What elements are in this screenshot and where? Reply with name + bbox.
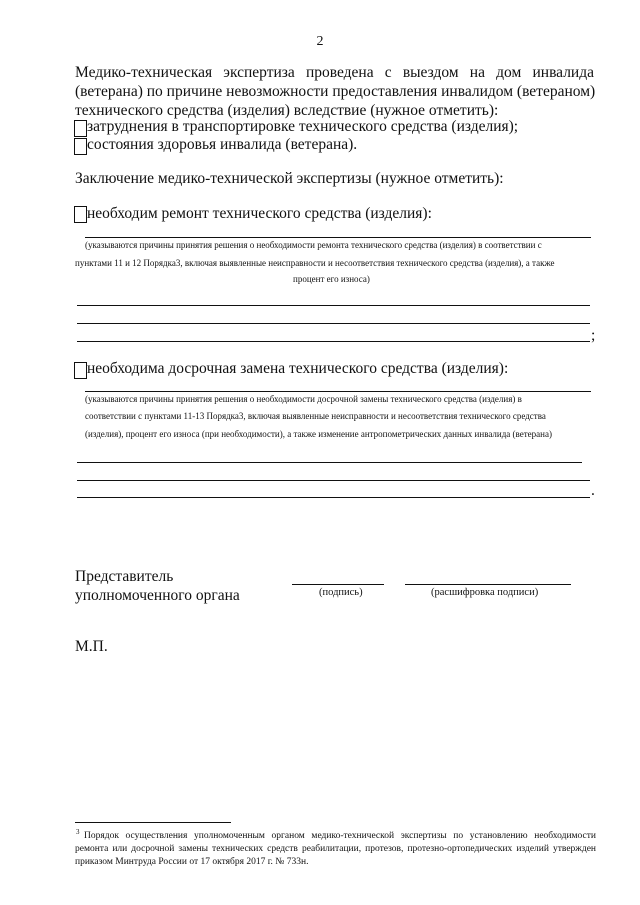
health-condition-checkbox[interactable] xyxy=(74,138,87,155)
footnote-marker: 3 xyxy=(76,828,80,836)
repair-text-line-2[interactable] xyxy=(77,323,590,324)
transport-difficulty-checkbox[interactable] xyxy=(74,120,87,137)
page-number: 2 xyxy=(316,34,324,49)
replacement-text-line-3[interactable] xyxy=(77,497,590,498)
early-replacement-label: необходима досрочная замена технического средства (изделия): xyxy=(87,360,509,377)
footnote-separator xyxy=(75,822,231,823)
footnote-line-2: ремонта или досрочной замены технических средств реабилитации, протезов, протезно-ортопедических изделий утвержден xyxy=(75,844,596,854)
conclusion-heading: Заключение медико-технической экспертизы (нужное отметить): xyxy=(75,170,504,187)
replacement-note-line-2: соответствии с пунктами 11-13 Порядка3, включая выявленные неисправности и несоответствия технического средства xyxy=(85,411,546,421)
replacement-text-line-1[interactable] xyxy=(77,462,582,463)
replacement-end-mark: . xyxy=(591,482,595,499)
replacement-note-line-3: (изделия), процент его износа (при необходимости), а также изменение антропометрических данных инвалида (ветерана) xyxy=(85,429,552,439)
signature-decode-line[interactable] xyxy=(405,584,571,585)
intro-line-1: Медико-техническая экспертиза проведена с выездом на дом инвалида xyxy=(75,64,594,81)
repair-text-line-3[interactable] xyxy=(77,341,590,342)
stamp-place-label: М.П. xyxy=(75,638,108,655)
footnote-line-1: Порядок осуществления уполномоченным органом медико-технической экспертизы по установлению необходимости xyxy=(84,831,596,841)
footnote-line-3: приказом Минтруда России от 17 октября 2017 г. № 733н. xyxy=(75,857,309,867)
intro-line-2: (ветерана) по причине невозможности предоставления инвалидом (ветераном) xyxy=(75,83,596,100)
intro-line-3: технического средства (изделия) вследствие (нужное отметить): xyxy=(75,102,499,119)
repair-note-line-2: пунктами 11 и 12 Порядка3, включая выявленные неисправности и несоответствия технического средства (изделия), а также xyxy=(75,258,555,268)
signature-line[interactable] xyxy=(292,584,384,585)
replacement-input-line[interactable] xyxy=(85,391,591,392)
repair-note-line-3: процент его износа) xyxy=(293,274,370,284)
replacement-note-line-1: (указываются причины принятия решения о необходимости досрочной замены технического средства (изделия) в xyxy=(85,394,522,404)
replacement-text-line-2[interactable] xyxy=(77,480,590,481)
representative-label-line-2: уполномоченного органа xyxy=(75,587,240,604)
repair-needed-label: необходим ремонт технического средства (изделия): xyxy=(87,205,432,222)
signature-caption: (подпись) xyxy=(319,587,363,598)
repair-end-mark: ; xyxy=(591,327,596,344)
early-replacement-checkbox[interactable] xyxy=(74,362,87,379)
transport-difficulty-label: затруднения в транспортировке технического средства (изделия); xyxy=(87,118,519,135)
repair-input-line[interactable] xyxy=(85,237,591,238)
repair-needed-checkbox[interactable] xyxy=(74,206,87,223)
repair-text-line-1[interactable] xyxy=(77,305,590,306)
representative-label-line-1: Представитель xyxy=(75,568,174,585)
signature-decode-caption: (расшифровка подписи) xyxy=(431,587,539,598)
repair-note-line-1: (указываются причины принятия решения о необходимости ремонта технического средства (изделия) в соответствии с xyxy=(85,240,542,250)
health-condition-label: состояния здоровья инвалида (ветерана). xyxy=(87,136,358,153)
